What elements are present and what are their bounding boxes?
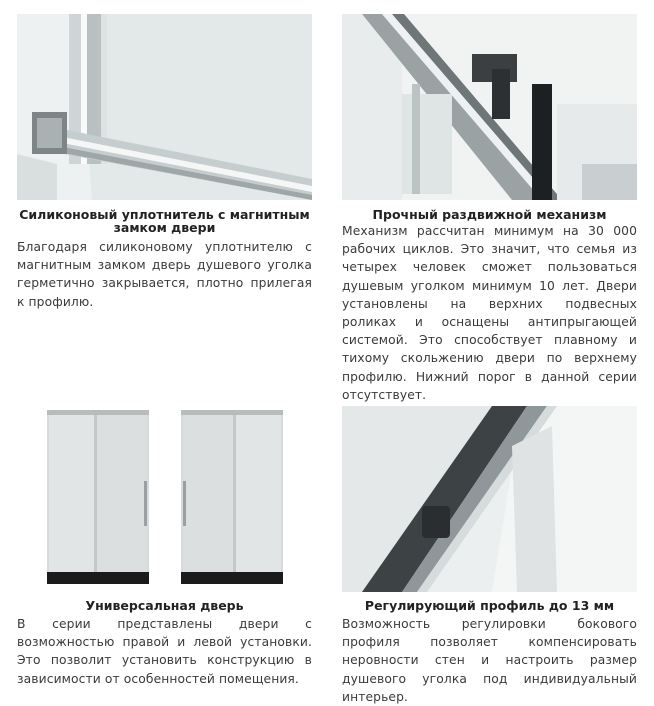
feature-title: Прочный раздвижной механизм [372,207,607,222]
shower-doors-photo-icon [17,406,312,592]
feature-title: Универсальная дверь [85,598,244,613]
shower-seal-photo-icon [17,14,312,200]
feature-description: В серии представлены двери с возможностью правой и левой установки. Это позволит установить конструкцию в зависимости от особенностей помещения. [17,617,312,686]
feature-description: Благодаря силиконовому уплотнителю с магнитным замком дверь душевого уголка герметично закрывается, плотно прилегая к профилю. [17,240,312,309]
adjusting-profile-photo-icon [342,406,637,592]
sliding-mechanism-photo-icon [342,14,637,200]
feature-description: Механизм рассчитан минимум на 30 000 рабочих циклов. Это значит, что семья из четырех человек сможет пользоваться душевым уголком минимум 10 лет. Двери установлены на верхних подвесных роликах и оснащены антипрыгающей системой. Это способствует плавному и тихому скольжению двери по верхнему профилю. Нижний порог в данной серии отсутствует. [342,224,637,402]
feature-description: Возможность регулировки бокового профиля позволяет компенсировать неровности стен и настроить размер душевого уголка под индивидуальный интерьер. [342,617,637,704]
feature-title: Регулирующий профиль до 13 мм [364,598,615,613]
feature-title: Силиконовый уплотнитель с магнитным замком двери [19,207,310,235]
